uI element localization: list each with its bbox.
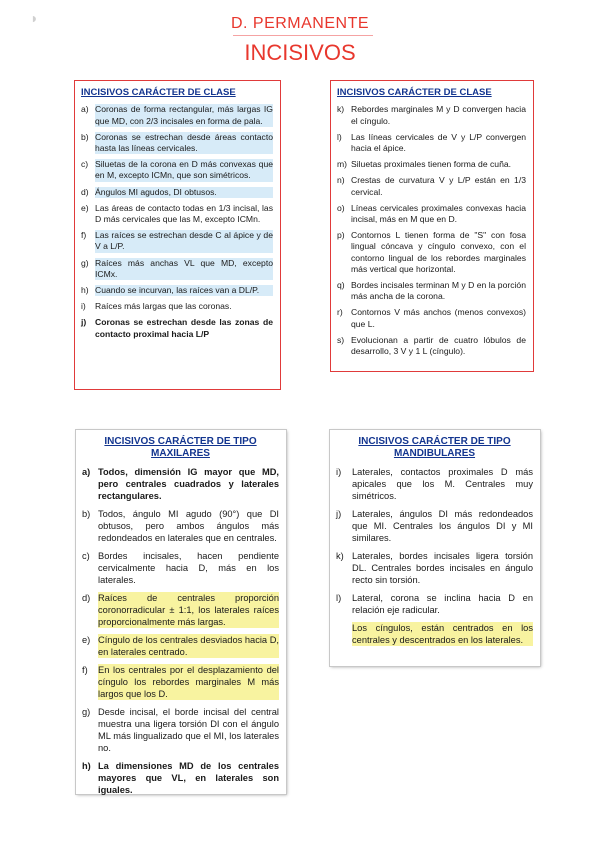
list-item: l) Las líneas cervicales de V y L/P convergen hacia el ápice. — [337, 131, 526, 153]
list-item: d) Raíces de centrales proporción coronorradicular ± 1:1, los laterales raíces proporcionalmente más largas. — [82, 593, 279, 627]
list-item: Los cíngulos, están centrados en los centrales y descentrados en los laterales. — [352, 623, 533, 645]
list-item: h) La dimensiones MD de los centrales mayores que VL, en laterales son iguales. — [82, 761, 279, 795]
list-item: r) Contornos V más anchos (menos convexos) que L. — [337, 307, 526, 329]
list-item: g) Raíces más anchas VL que MD, excepto ICMx. — [81, 257, 273, 279]
card-title: INCISIVOS CARÁCTER DE CLASE — [81, 87, 236, 98]
list-item: m) Siluetas proximales tienen forma de cuña. — [337, 159, 512, 170]
list-item: q) Bordes incisales terminan M y D en la porción más ancha de la corona. — [337, 280, 526, 302]
list-item: i) Laterales, contactos proximales D más apicales que los M. Centrales muy simétricos. — [336, 467, 533, 501]
list-item: g) Desde incisal, el borde incisal del central muestra una ligera torsión DI con el ángulo ML más lingualizado que el MI, los laterales no. — [82, 707, 279, 753]
list-item: a) Todos, dimensión IG mayor que MD, pero centrales cuadrados y laterales rectangulares. — [82, 467, 279, 501]
list-item: c) Bordes incisales, hacen pendiente cervicalmente hacia D, más en los laterales. — [82, 551, 279, 585]
list-item: f) Las raíces se estrechan desde C al ápice y de V a L/P. — [81, 230, 273, 252]
corner-logo-mark: ◗ — [30, 10, 39, 26]
item-list — [337, 104, 526, 357]
card-title: INCISIVOS CARÁCTER DE CLASE — [337, 87, 492, 98]
list-item: j) Laterales, ángulos DI más redondeados que MI. Centrales los ángulos DI y MI similares. — [336, 509, 533, 543]
list-item: k) Rebordes marginales M y D convergen hacia el cíngulo. — [337, 104, 526, 126]
item-list — [82, 466, 279, 796]
list-item: d) Ángulos MI agudos, DI obtusos. — [81, 187, 273, 198]
card-clase-2 — [330, 80, 534, 372]
list-item: j) Coronas se estrechan desde las zonas de contacto proximal hacia L/P — [81, 317, 273, 339]
list-item: e) Cíngulo de los centrales desviados hacia D, en laterales centrado. — [82, 635, 279, 657]
list-item: p) Contornos L tienen forma de "S" con fosa lingual cóncava y cíngulo convexo, con el contorno lingual de los rebordes marginales más vertical que horizontal. — [337, 230, 526, 274]
list-item: c) Siluetas de la corona en D más convexas que en M, excepto ICMn, que son simétricos. — [81, 159, 273, 181]
list-item: a) Coronas de forma rectangular, más largas IG que MD, con 2/3 incisales en forma de pala. — [81, 104, 273, 126]
list-item: s) Evolucionan a partir de cuatro lóbulos de desarrollo, 3 V y 1 L (cíngulo). — [337, 334, 526, 357]
card-maxilares — [76, 430, 286, 794]
list-item: f) En los centrales por el desplazamiento del cíngulo los rebordes marginales M más largos que los D. — [82, 665, 279, 699]
list-item: n) Crestas de curvatura V y L/P están en 1/3 cervical. — [337, 175, 526, 197]
item-list — [336, 466, 533, 646]
list-item: h) Cuando se incurvan, las raíces van a DL/P. — [81, 285, 273, 296]
list-item: i) Raíces más largas que las coronas. — [81, 301, 232, 312]
card-title: INCISIVOS CARÁCTER DE TIPO MAXILARES — [104, 436, 257, 459]
subject-underline — [233, 35, 373, 36]
list-item: b) Coronas se estrechan desde áreas contacto hasta las líneas cervicales. — [81, 131, 273, 153]
page-title: INCISIVOS — [244, 40, 356, 65]
card-title: INCISIVOS CARÁCTER DE TIPO MANDIBULARES — [358, 436, 511, 459]
card-mandibulares — [330, 430, 540, 666]
list-item: l) Lateral, corona se inclina hacia D en relación eje radicular. — [336, 593, 533, 615]
list-item: e) Las áreas de contacto todas en 1/3 incisal, las D más cervicales que las M, excepto ICMn. — [81, 202, 273, 225]
subject-heading: D. PERMANENTE — [230, 15, 370, 32]
list-item: b) Todos, ángulo MI agudo (90°) que DI obtusos, pero ambos ángulos más redondeados en laterales que en centrales. — [82, 509, 279, 543]
list-item: o) Líneas cervicales proximales convexas hacia incisal, más en M que en D. — [337, 202, 526, 225]
list-item: k) Laterales, bordes incisales ligera torsión DL. Centrales bordes incisales en ángulo recto sin torsión. — [336, 551, 533, 585]
card-clase-1 — [74, 80, 281, 390]
item-list — [81, 104, 273, 339]
